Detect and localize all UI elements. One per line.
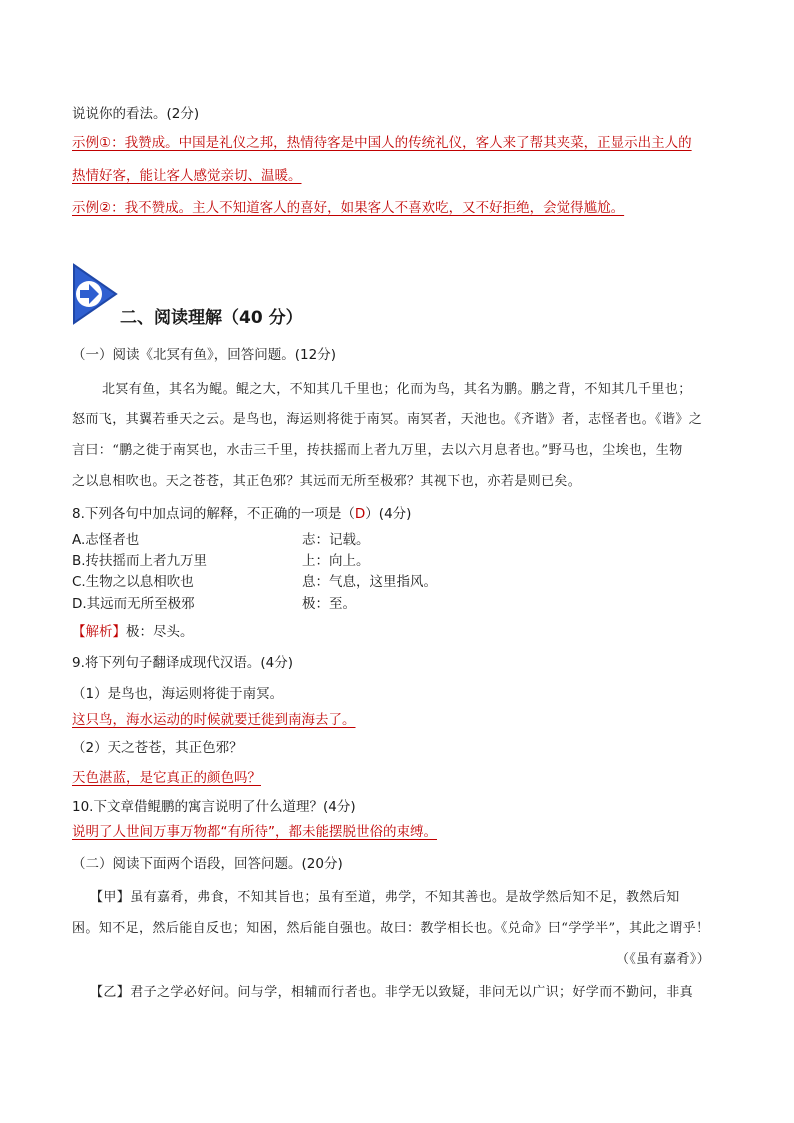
yi-line: 【乙】君子之学必好问。问与学，相辅而行者也。非学无以致疑，非问无以广识；好学而不勤问，非真 — [90, 985, 694, 1000]
option-right: 极：至。 — [302, 596, 356, 612]
q9-sentence1: （1）是鸟也，海运则将徙于南冥。 — [72, 686, 284, 702]
q9-sentence2: （2）天之苍苍，其正色邪？ — [72, 740, 243, 756]
jia-line: 困。知不足，然后能自反也；知困，然后能自强也。故曰：教学相长也。《兑命》曰“学学半”，其此之谓乎！ — [72, 921, 710, 936]
passage-line: 言曰：“鹏之徙于南冥也，水击三千里，抟扶摇而上者九万里，去以六月息者也。”野马也，尘埃也，生物 — [72, 443, 683, 458]
passage-line: 北冥有鱼，其名为鲲。鲲之大，不知其几千里也；化而为鸟，其名为鹏。鹏之背，不知其几千里也； — [102, 382, 692, 397]
option-left: B.抟扶摇而上者九万里 — [72, 553, 208, 569]
q9-stem: 9.将下列句子翻译成现代汉语。(4分) — [72, 655, 294, 671]
option-left: C.生物之以息相吹也 — [72, 574, 194, 590]
example2: 示例②：我不赞成。主人不知道客人的喜好，如果客人不喜欢吃，又不好拒绝，会觉得尴尬。 — [72, 200, 625, 216]
passage-line: 怒而飞，其翼若垂天之云。是鸟也，海运则将徙于南冥。南冥者，天池也。《齐谐》者，志怪者也。《谐》之 — [72, 412, 703, 427]
section-title: 二、阅读理解（40 分） — [120, 308, 303, 328]
q10-stem: 10.下文章借鲲鹏的寓言说明了什么道理？(4分) — [72, 799, 356, 815]
q8-answer: D — [354, 506, 366, 522]
q9-answer2: 天色湛蓝，是它真正的颜色吗？ — [72, 770, 261, 786]
q8-stem — [72, 504, 411, 524]
q10-answer: 说明了人世间万事万物都“有所待”，都未能摆脱世俗的束缚。 — [72, 824, 437, 840]
option-right: 志：记载。 — [302, 532, 370, 548]
jia-source: （《虽有嘉肴》） — [616, 952, 711, 967]
q8-analysis — [72, 622, 194, 642]
prompt-tail: 说说你的看法。(2分) — [72, 106, 200, 122]
part1-heading: （一）阅读《北冥有鱼》，回答问题。(12分) — [72, 347, 336, 363]
option-right: 息：气息，这里指风。 — [302, 574, 437, 590]
arrow-right-icon — [70, 263, 120, 325]
example1-line1: 示例①：我赞成。中国是礼仪之邦，热情待客是中国人的传统礼仪，客人来了帮其夹菜，正显示出主人的 — [72, 135, 692, 151]
q9-answer1: 这只鸟，海水运动的时候就要迁徙到南海去了。 — [72, 712, 356, 728]
q8-stem-after: ）(4分) — [365, 506, 412, 522]
example1-line2: 热情好客，能让客人感觉亲切、温暖。 — [72, 168, 302, 184]
analysis-tag: 【解析】 — [72, 624, 126, 640]
passage-line: 之以息相吹也。天之苍苍，其正色邪？其远而无所至极邪？其视下也，亦若是则已矣。 — [72, 474, 582, 489]
option-left: A.志怪者也 — [72, 532, 140, 548]
analysis-text: 极：尽头。 — [126, 624, 194, 640]
q8-stem-before: 8.下列各句中加点词的解释，不正确的一项是（ — [72, 506, 355, 522]
option-left: D.其远而无所至极邪 — [72, 596, 195, 612]
option-right: 上：向上。 — [302, 553, 370, 569]
jia-line: 【甲】虽有嘉肴，弗食，不知其旨也；虽有至道，弗学，不知其善也。是故学然后知不足，教然后知 — [90, 890, 680, 905]
part2-heading: （二）阅读下面两个语段，回答问题。(20分) — [72, 856, 343, 872]
